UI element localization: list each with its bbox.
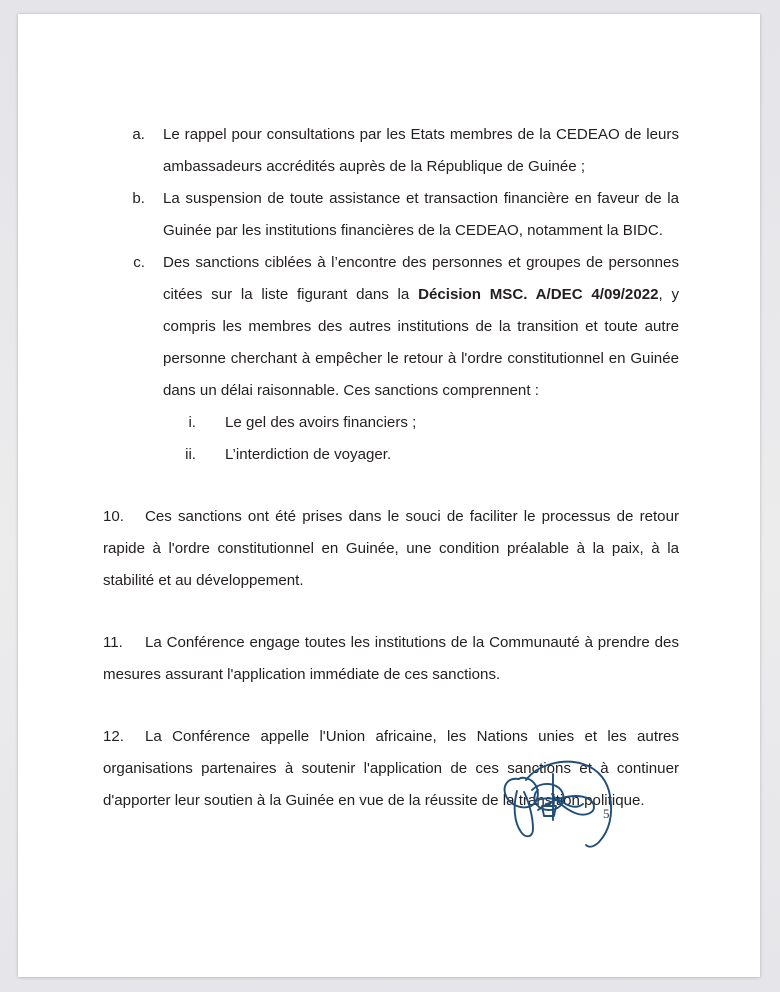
signature [486, 744, 666, 854]
handwritten-signature-icon [486, 744, 656, 852]
list-item [103, 119, 679, 183]
paragraph-number: 12. [103, 728, 124, 745]
list-item [103, 183, 679, 247]
list-item [103, 439, 679, 471]
page-content [103, 119, 679, 832]
list-marker: a. [132, 126, 145, 143]
list-item [103, 407, 679, 439]
decision-reference: Décision MSC. A/DEC 4/09/2022 [418, 286, 659, 303]
paragraph-text: Ces sanctions ont été prises dans le souci de faciliter le processus de retour rapide à l'ordre constitutionnel en Guinée, une condition préalable à la paix, à la stabilité et au développement. [103, 508, 679, 589]
list-item-text: L’interdiction de voyager. [225, 446, 392, 463]
paragraph [103, 627, 679, 691]
list-item-text: La suspension de toute assistance et transaction financière en faveur de la Guinée par les institutions financières de la CEDEAO, notamment la BIDC. [163, 190, 679, 239]
paragraph [103, 501, 679, 597]
list-item-text: Le gel des avoirs financiers ; [225, 414, 417, 431]
paragraph-text: La Conférence appelle l'Union africaine, les Nations unies et les autres organisations partenaires à soutenir l'application de ces sanctions et à continuer d'apporter leur soutien à la Guinée en vue de la réussite de la transition politique. [103, 728, 679, 809]
paragraph-number: 10. [103, 508, 124, 525]
lettered-list [103, 119, 679, 407]
list-item-text-part-1: Des sanctions ciblées à l’encontre des personnes et groupes de personnes citées sur la liste figurant dans la [163, 254, 679, 303]
list-marker: b. [132, 190, 145, 207]
paragraph-text: La Conférence engage toutes les institutions de la Communauté à prendre des mesures assurant l'application immédiate de ces sanctions. [103, 634, 679, 683]
page-number: 5 [603, 806, 610, 821]
roman-sublist [103, 407, 679, 471]
list-item [103, 247, 679, 407]
paragraph-number: 11. [103, 634, 123, 651]
list-item-text [163, 247, 679, 407]
document-page [18, 14, 760, 977]
list-item-text-part-2: , y compris les membres des autres institutions de la transition et toute autre personne cherchant à empêcher le retour à l'ordre constitutionnel en Guinée dans un délai raisonnable. Ces sanctions comprennent : [163, 286, 680, 399]
list-item-text: Le rappel pour consultations par les Etats membres de la CEDEAO de leurs ambassadeurs accrédités auprès de la République de Guinée ; [163, 126, 679, 175]
list-marker: ii. [185, 446, 196, 463]
list-marker: c. [133, 254, 145, 271]
list-marker: i. [188, 414, 196, 431]
